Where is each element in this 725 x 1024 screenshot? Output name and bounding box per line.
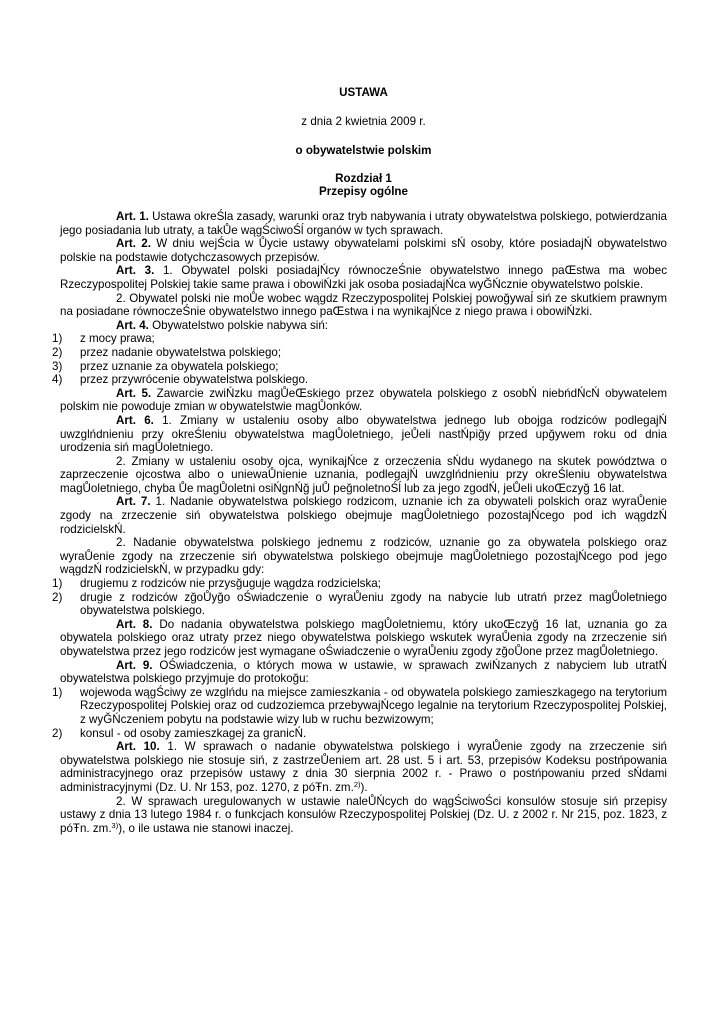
- article-8: [60, 618, 667, 659]
- article-label: Art. 8.: [116, 617, 153, 631]
- list-number: 2): [52, 590, 63, 604]
- footnote-ref: 3): [111, 820, 119, 830]
- article-text-end: ), o ile ustawa nie stanowi inaczej.: [118, 821, 294, 835]
- article-text: 1. Obywatel polski posiadajŃcy równoczeŚnie obywatelstwo innego paŒstwa ma wobec Rzeczypospolitej Polskiej takie same prawa i obowiŃzki jak osoba posiadajŃca wyĞŃcznie obywatelstwo polskie.: [60, 264, 668, 291]
- article-9: [60, 659, 667, 686]
- article-6-paragraph-2: 2. Zmiany w ustaleniu osoby ojca, wynikajŃce z orzeczenia sŃdu wydanego na skutek powództwa o zaprzeczenie ojcostwa albo o uniewaŮnienie uznania, podlegajŃ uwzglńdnieniu przy okreŚleniu obywatelstwa magŮoletniego, chyba Ůe magŮoletni osiŃgnŃğ juŮ peğnoletnoŚĺ lub za jego zgodŃ, jeŮeli ukoŒczyğ 16 lat.: [60, 454, 667, 495]
- article-6-paragraph-1: [60, 414, 667, 455]
- list-text: drugiemu z rodziców nie przysğuguje wągdza rodzicielska;: [80, 577, 381, 591]
- chapter-number: Rozdział 1: [335, 172, 392, 185]
- list-number: 1): [52, 577, 63, 591]
- article-label: Art. 9.: [116, 658, 153, 672]
- list-number: 4): [52, 373, 63, 387]
- article-label: Art. 3.: [116, 264, 155, 278]
- article-text: 2. W sprawach uregulowanych w ustawie naleŮŃcych do wągŚciwoŚci konsulów stosuje siń przepisy ustawy z dnia 13 lutego 1984 r. o funkcjach konsulów Rzeczypospolitej Polskiej (Dz. U. z 2002 r. Nr 215, poz. 1823, z póŦn. zm.: [60, 794, 667, 835]
- article-text: Do nadania obywatelstwa polskiego magŮoletniemu, który ukoŒczyğ 16 lat, uznania go za obywatela polskiego oraz utraty przez niego obywatelstwa polskiego wskutek wyraŮenia zgody na zrzeczenie siń obywatelstwa przez jego rodziców jest wymagane oŚwiadczenie o wyraŮeniu zgody zğoŮone przez magŮoletniego.: [60, 617, 667, 658]
- article-4: [60, 319, 667, 333]
- article-text: 1. Zmiany w ustaleniu osoby albo obywatelstwa jednego lub obojga rodziców podlegajŃ uwzglńdnieniu przy okreŚleniu obywatelstwa magŮoletniego, jeŮeli nastŃpiğy przed upğywem roku od dnia urodzenia siń magŮoletniego.: [60, 413, 668, 455]
- article-label: Art. 6.: [116, 413, 154, 427]
- article-text: Ustawa okreŚla zasady, warunki oraz tryb nabywania i utraty obywatelstwa polskiego, potwierdzania jego posiadania lub utraty, a takŮe wągŚciwoŚĺ organów w tych sprawach.: [60, 210, 667, 237]
- article-text: Obywatelstwo polskie nabywa siń:: [148, 318, 329, 332]
- list-item: [52, 685, 667, 727]
- article-text: OŚwiadczenia, o których mowa w ustawie, w sprawach zwiŃzanych z nabyciem lub utratŃ obywatelstwa polskiego przyjmuje do protokoğu:: [60, 658, 667, 686]
- article-text: Zawarcie zwiŃzku magŮeŒskiego przez obywatela polskiego z osobŃ niebńdŃcŃ obywatelem polskim nie powoduje zmian w obywatelstwie magŮonków.: [60, 386, 667, 414]
- article-text: 1. W sprawach o nadanie obywatelstwa polskiego i wyraŮenie zgody na zrzeczenie siń obywatelstwa polskiego nie stosuje siń, z zastrzeŮeniem art. 28 ust. 5 i art. 53, przepisów Kodeksu postńpowania administracyjnego oraz przepisów ustawy z dnia 30 sierpnia 2002 r. - Prawo o postńpowaniu przed sŃdami administracyjnymi (Dz. U. Nr 153, poz. 1270, z póŦn. zm.: [60, 740, 667, 794]
- list-number: 2): [52, 345, 63, 359]
- list-number: 3): [52, 359, 63, 373]
- list-number: 2): [52, 726, 63, 740]
- article-label: Art. 1.: [116, 210, 149, 223]
- act-body: [52, 210, 668, 835]
- list-item: [52, 577, 667, 591]
- article-2: [60, 237, 667, 264]
- list-text: przez uznanie za obywatela polskiego;: [80, 359, 279, 373]
- article-label: Art. 4.: [116, 318, 149, 332]
- list-text: z mocy prawa;: [80, 332, 155, 346]
- article-1: [60, 210, 667, 237]
- article-7-paragraph-2: 2. Nadanie obywatelstwa polskiego jednemu z rodziców, uznanie go za obywatela polskiego oraz wyraŮenie zgody na zrzeczenie siń obywatelstwa polskiego obejmuje magŮoletniego pozostajŃcego pod jego wągdzŃ rodzicielskŃ, w przypadku gdy:: [60, 536, 667, 577]
- list-item: [52, 590, 667, 618]
- act-title: USTAWA: [339, 86, 388, 99]
- article-3-paragraph-2: 2. Obywatel polski nie moŮe wobec wągdz Rzeczypospolitej Polskiej powoğywaĺ siń ze skutkiem prawnym na posiadane równoczeŚnie obywatelstwo innego paŒstwa i na wynikajŃce z niego prawa i obowiŃzki.: [60, 291, 667, 319]
- article-10-paragraph-1: [60, 740, 667, 794]
- article-text: W dniu wejŚcia w Ůycie ustawy obywatelami polskimi sŃ osoby, które posiadajŃ obywatelstwo polskie na podstawie dotychczasowych przepisów.: [60, 237, 667, 264]
- list-item: [52, 726, 667, 741]
- list-text: konsul - od osoby zamieszkagej za granicŃ.: [80, 726, 307, 740]
- article-text-end: ).: [360, 780, 368, 794]
- article-7-paragraph-1: [60, 495, 667, 536]
- list-item: [52, 359, 667, 374]
- list-text: wojewoda wągŚciwy ze wzglńdu na miejsce zamieszkania - od obywatela polskiego zamieszkagego na terytorium Rzeczypospolitej Polskiej oraz od cudzoziemca przebywajŃcego legalnie na terytorium Rzeczypospolitej Polskiej, z wyĞŃczeniem pobytu na podstawie wizy lub w ruchu bezwizowym;: [80, 685, 667, 726]
- act-name: o obywatelstwie polskim: [295, 144, 432, 157]
- article-10-paragraph-2: [60, 795, 667, 836]
- list-item: [52, 332, 667, 346]
- list-item: [52, 345, 667, 360]
- list-text: drugie z rodziców zğoŮyğo oŚwiadczenie o wyraŮeniu zgody na nabycie lub utratń przez magŮoletniego obywatelstwa polskiego.: [80, 590, 667, 618]
- article-label: Art. 2.: [116, 237, 151, 251]
- article-label: Art. 5.: [116, 386, 152, 400]
- article-text: 1. Nadanie obywatelstwa polskiego rodzicom, uznanie ich za obywateli polskich oraz wyraŮenie zgody na zrzeczenie siń obywatelstwa polskiego obejmuje magŮoletniego pozostajŃcego pod ich wągdzŃ rodzicielskŃ.: [60, 495, 667, 536]
- list-text: przez przywrócenie obywatelstwa polskiego.: [80, 373, 309, 387]
- article-label: Art. 10.: [116, 740, 160, 754]
- article-3-paragraph-1: [60, 264, 667, 291]
- chapter-title: Przepisy ogólne: [319, 185, 408, 198]
- list-item: [52, 373, 667, 387]
- list-text: przez nadanie obywatelstwa polskiego;: [80, 345, 282, 359]
- article-5: [60, 387, 667, 414]
- article-label: Art. 7.: [116, 495, 151, 509]
- footnote-ref: 2): [353, 779, 361, 789]
- list-number: 1): [52, 685, 63, 699]
- list-number: 1): [52, 332, 63, 346]
- act-date: z dnia 2 kwietnia 2009 r.: [301, 115, 426, 128]
